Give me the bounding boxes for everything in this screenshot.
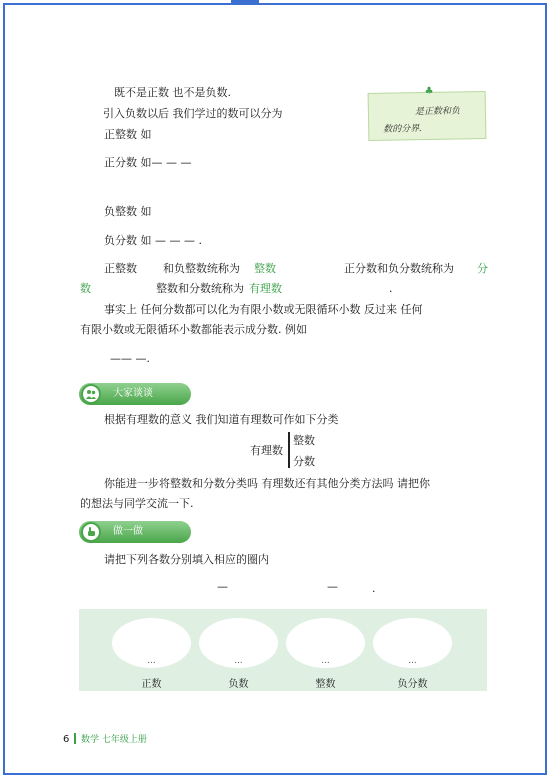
text-line: 正整数 如 — [104, 128, 152, 141]
classification-brace — [288, 432, 290, 468]
text-line: 引入负数以后 我们学过的数可以分为 — [103, 107, 283, 120]
text-line: 负分数 如 — — — . — [104, 234, 202, 247]
practice-badge — [79, 521, 191, 543]
circle-label: 负分数 — [397, 679, 428, 690]
sticky-line: 数的分界. — [383, 124, 423, 135]
hand-pointer-icon — [81, 522, 101, 542]
badge-label: 大家谈谈 — [113, 388, 153, 399]
number-circles-panel — [79, 609, 487, 691]
circle-label: 负数 — [228, 679, 249, 690]
fraction-mark: . — [372, 582, 376, 595]
text-line: 请把下列各数分别填入相应的圈内 — [104, 553, 269, 566]
badge-label: 做一做 — [113, 526, 143, 537]
text-line: 你能进一步将整数和分数分类吗 有理数还有其他分类方法吗 请把你 — [104, 477, 430, 490]
text-line: 负整数 如 — [104, 205, 152, 218]
sticky-line: 是正数和负 — [414, 106, 461, 118]
top-tab-marker — [231, 0, 259, 4]
circle-dots: ... — [321, 656, 330, 666]
text-line: 整数和分数统称为 — [156, 282, 244, 295]
circle-dots: ... — [234, 656, 243, 666]
discuss-badge — [79, 383, 191, 405]
classification-item: 分数 — [293, 455, 315, 468]
circle-label: 整数 — [315, 679, 336, 690]
classification-item: 整数 — [293, 434, 315, 447]
term-integer: 整数 — [254, 262, 276, 275]
text-line: 有限小数或无限循环小数都能表示成分数. 例如 — [80, 323, 307, 336]
text-line: 的想法与同学交流一下. — [80, 497, 194, 510]
text-line: 和负整数统称为 — [163, 262, 240, 275]
circle-positive[interactable] — [112, 618, 191, 668]
text-line: 根据有理数的意义 我们知道有理数可作如下分类 — [104, 413, 339, 426]
circle-negative-fraction[interactable] — [373, 618, 452, 668]
circle-label: 正数 — [141, 679, 162, 690]
term-fraction-part: 数 — [80, 282, 91, 295]
footer-divider — [74, 733, 76, 744]
text-line: 既不是正数 也不是负数. — [114, 86, 231, 99]
text-line: 事实上 任何分数都可以化为有限小数或无限循环小数 反过来 任何 — [104, 303, 423, 316]
text-line: 正整数 — [104, 262, 137, 275]
pin-icon: ♣ — [424, 85, 434, 98]
fraction-mark: — — [217, 580, 228, 593]
circle-negative[interactable] — [199, 618, 278, 668]
term-fraction-part: 分 — [477, 262, 488, 275]
circle-dots: ... — [147, 656, 156, 666]
text-line: —— —. — [110, 352, 150, 365]
circle-dots: ... — [408, 656, 417, 666]
sticky-note — [368, 85, 487, 141]
classification-root: 有理数 — [250, 444, 283, 457]
text-line: 正分数 如— — — — [104, 156, 192, 169]
page-number: 6 — [63, 734, 70, 745]
text-line: 正分数和负分数统称为 — [344, 262, 454, 275]
people-icon — [81, 384, 101, 404]
book-title: 数学 七年级上册 — [81, 735, 147, 745]
fraction-mark: — — [327, 580, 338, 593]
text-line: . — [389, 282, 393, 295]
term-rational: 有理数 — [249, 282, 282, 295]
circle-integer[interactable] — [286, 618, 365, 668]
